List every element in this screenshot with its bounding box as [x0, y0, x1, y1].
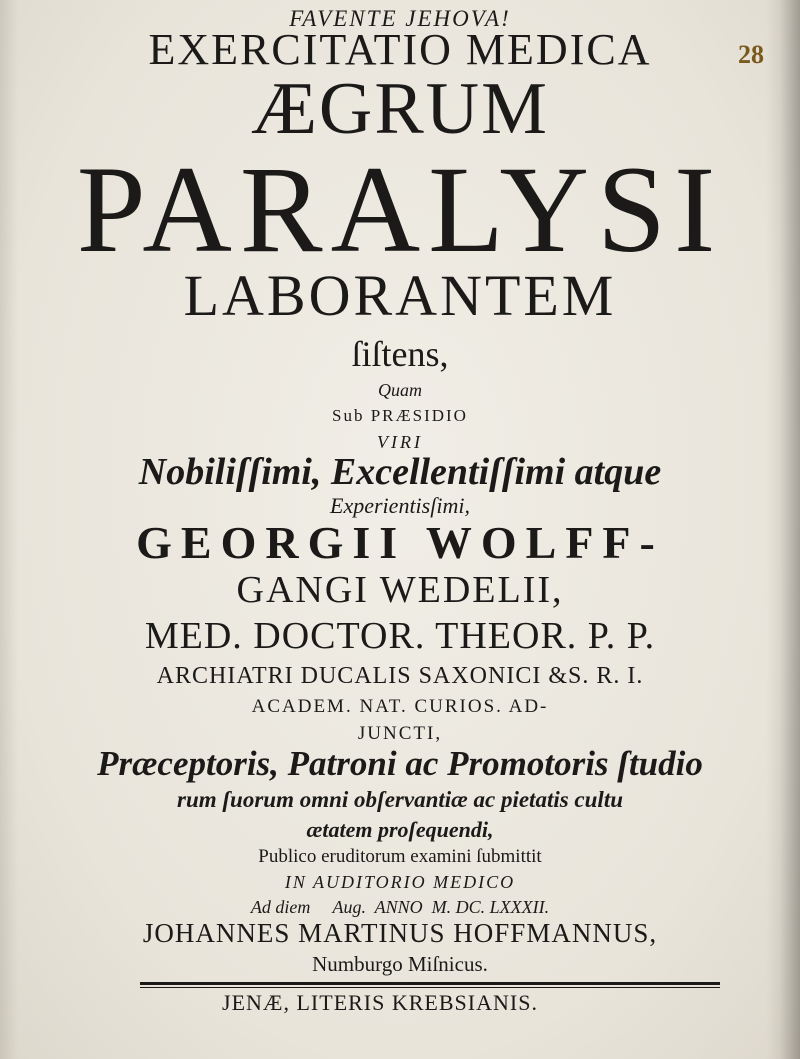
respondent: JOHANNES MARTINUS HOFFMANNUS,: [142, 918, 658, 948]
in-auditorio: IN AUDITORIO MEDICO: [284, 872, 516, 892]
experientissimi: Experientisſimi,: [330, 493, 470, 518]
double-rule: [140, 982, 720, 990]
ad-diem: Ad diem Aug. ANNO M. DC. LXXXII.: [250, 897, 550, 917]
imprint: JENÆ, LITERIS KREBSIANIS.: [222, 990, 538, 1015]
page-number: 28: [738, 40, 764, 69]
degree: MED. DOCTOR. THEOR. P. P.: [144, 615, 656, 657]
quam: Quam: [378, 380, 422, 400]
archiatri: ARCHIATRI DUCALIS SAXONICI &S. R. I.: [156, 663, 644, 689]
aetatem: ætatem proſequendi,: [306, 817, 494, 842]
academ: ACADEM. NAT. CURIOS. AD-: [251, 696, 549, 717]
publico: Publico eruditorum examini ſubmittit: [258, 846, 542, 867]
motto: FAVENTE JEHOVA!: [289, 6, 511, 31]
juncti: JUNCTI,: [357, 723, 443, 744]
sistens: ſiſtens,: [351, 334, 449, 374]
sub-praesidio: Sub PRÆSIDIO: [332, 406, 468, 425]
viri: VIRI: [377, 432, 423, 452]
title-laborantem: LABORANTEM: [183, 263, 617, 328]
title-paralysi: PARALYSI: [76, 141, 724, 278]
honorifics: Nobiliſſimi, Excellentiſſimi atque: [138, 451, 662, 493]
title-exercitatio-medica: EXERCITATIO MEDICA: [148, 25, 652, 74]
respondent-origin: Numburgo Miſnicus.: [312, 952, 488, 976]
title-aegrum: ÆGRUM: [251, 68, 549, 150]
rum-suorum: rum ſuorum omni obſervantiæ ac pietatis cultu: [177, 787, 623, 812]
praeses-name-line-1: GEORGII WOLFF-: [136, 517, 664, 568]
praeceptoris: Præceptoris, Patroni ac Promotoris ſtudio: [97, 744, 703, 783]
praeses-name-line-2: GANGI WEDELII,: [236, 569, 564, 611]
